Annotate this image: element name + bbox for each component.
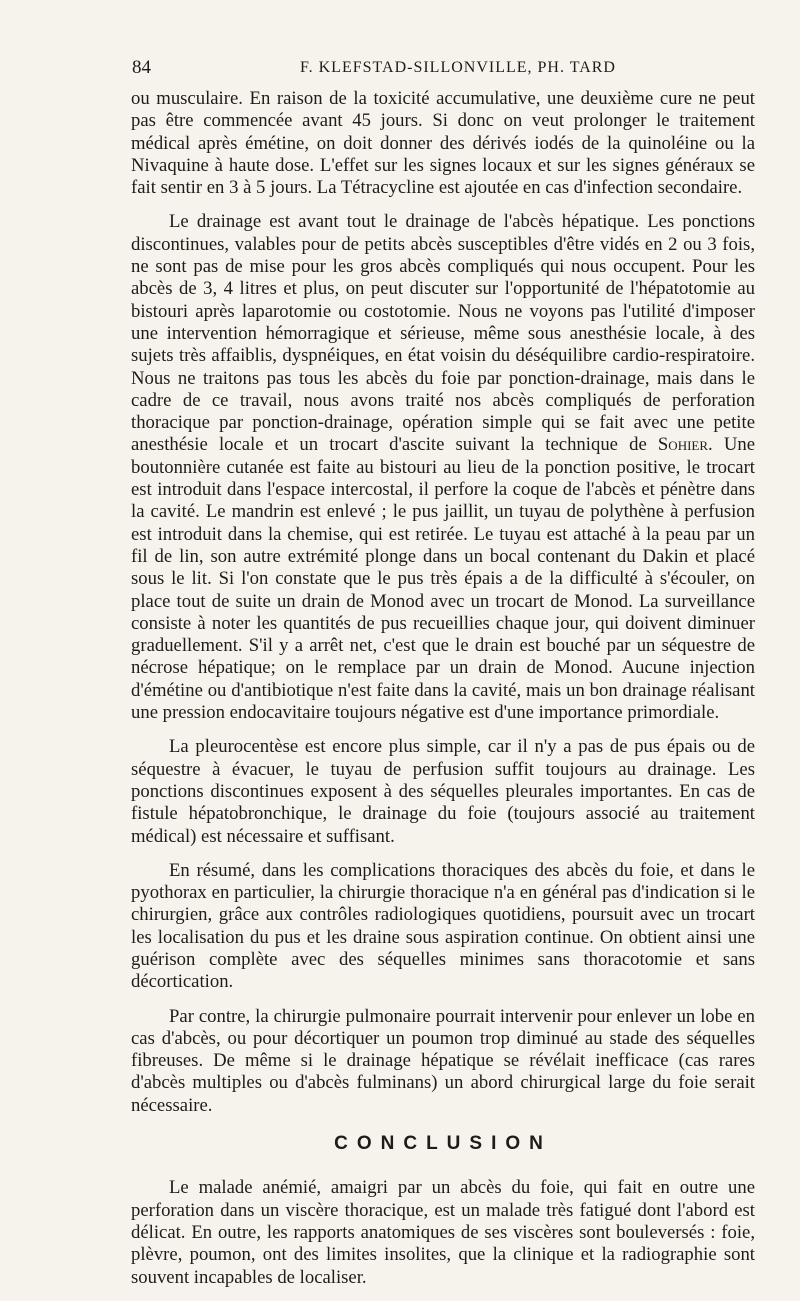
running-head: F. KLEFSTAD-SILLONVILLE, PH. TARD [300,59,616,76]
author-name-sohier: Sohier [657,434,709,456]
conclusion-heading: CONCLUSION [334,1133,552,1155]
paragraph-5: Par contre, la chirurgie pulmonaire pourrait intervenir pour enlever un lobe en cas d'abcès, ou pour décortiquer un poumon trop diminué au stade des séquelles fibreuses. De même si le drainage hépatique se révélait inefficace (cas rares d'abcès multiples ou d'abcès fulminans) un abord chirurgical large du foie serait nécessaire. [131,1005,755,1116]
page-number: 84 [132,57,151,78]
paragraph-6: Le malade anémié, amaigri par un abcès du foie, qui fait en outre une perforation dans un viscère thoracique, est un malade très fatigué dont l'abord est délicat. En outre, les rapports anatomiques de ses viscères sont bouleversés : foie, plèvre, poumon, ont des limites insolites, que la clinique et la radiographie sont souvent incapables de localiser. [131,1177,755,1288]
page-header [132,57,668,81]
body-text [131,88,755,1301]
paragraph-2-part-b: . Une boutonnière cutanée est faite au bistouri au lieu de la ponction positive, le trocart est introduit dans l'espace intercostal, il perfore la coque de l'abcès et pénètre dans la cavité. Le mandrin est enlevé ; le pus jaillit, un tuyau de polythène à perfusion est introduit dans la chemise, qui est retirée. Le tuyau est attaché à la peau par un fil de lin, son autre extrémité plonge dans un bocal contenant du Dakin et placé sous le lit. Si l'on constate que le pus très épais a de la difficulté à s'écouler, on place tout de suite un drain de Monod avec un trocart de Monod. La surveillance consiste à noter les quantités de pus recueillies chaque jour, qui doivent diminuer graduellement. S'il y a arrêt net, c'est que le drain est bouché par un séquestre de nécrose hépatique; on le remplace par un drain de Monod. Aucune injection d'émétine ou d'antibiotique n'est faite dans la cavité, mais un bon drainage réalisant une pression endocavitaire toujours négative est d'une importance primordiale. [131,434,755,724]
paragraph-3: La pleurocentèse est encore plus simple, car il n'y a pas de pus épais ou de séquestre à évacuer, le tuyau de perfusion suffit toujours au drainage. Les ponctions discontinues exposent à des séquelles pleurales importantes. En cas de fistule hépatobronchique, le drainage du foie (toujours associé au traitement médical) est nécessaire et suffisant. [131,736,755,847]
paragraph-2 [131,211,755,724]
paragraph-4: En résumé, dans les complications thoraciques des abcès du foie, et dans le pyothorax en particulier, la chirurgie thoracique n'a en général pas d'indication si le chirurgien, grâce aux contrôles radiologiques quotidiens, poursuit avec un trocart les localisation du pus et les draine sous aspiration continue. On obtient ainsi une guérison complète avec des séquelles minimes sans thoracotomie et sans décortication. [131,859,755,993]
paragraph-1: ou musculaire. En raison de la toxicité accumulative, une deuxième cure ne peut pas être commencée avant 45 jours. Si donc on veut prolonger le traitement médical après émétine, on doit donner des dérivés iodés de la quinoléine ou la Nivaquine à haute dose. L'effet sur les signes locaux et sur les signes généraux se fait sentir en 3 à 5 jours. La Tétracycline est ajoutée en cas d'infection secondaire. [131,88,755,199]
paragraph-2-part-a: Le drainage est avant tout le drainage de l'abcès hépatique. Les ponctions discontinues, valables pour de petits abcès susceptibles d'être vidés en 2 ou 3 fois, ne sont pas de mise pour les gros abcès compliqués qui nous occupent. Pour les abcès de 3, 4 litres et plus, on peut discuter sur l'opportunité de l'hépatotomie au bistouri après laparotomie ou costotomie. Nous ne voyons pas l'utilité d'imposer une intervention hémorragique et sérieuse, même sous anesthésie locale, à des sujets très affaiblis, dyspnéiques, en état voisin du déséquilibre cardio-respiratoire. Nous ne traitons pas tous les abcès du foie par ponction-drainage, mais dans le cadre de ce travail, nous avons traité nos abcès compliqués de perforation thoracique par ponction-drainage, opération simple qui se fait avec une petite anesthésie locale et un trocart d'ascite suivant la technique de [131,211,755,456]
